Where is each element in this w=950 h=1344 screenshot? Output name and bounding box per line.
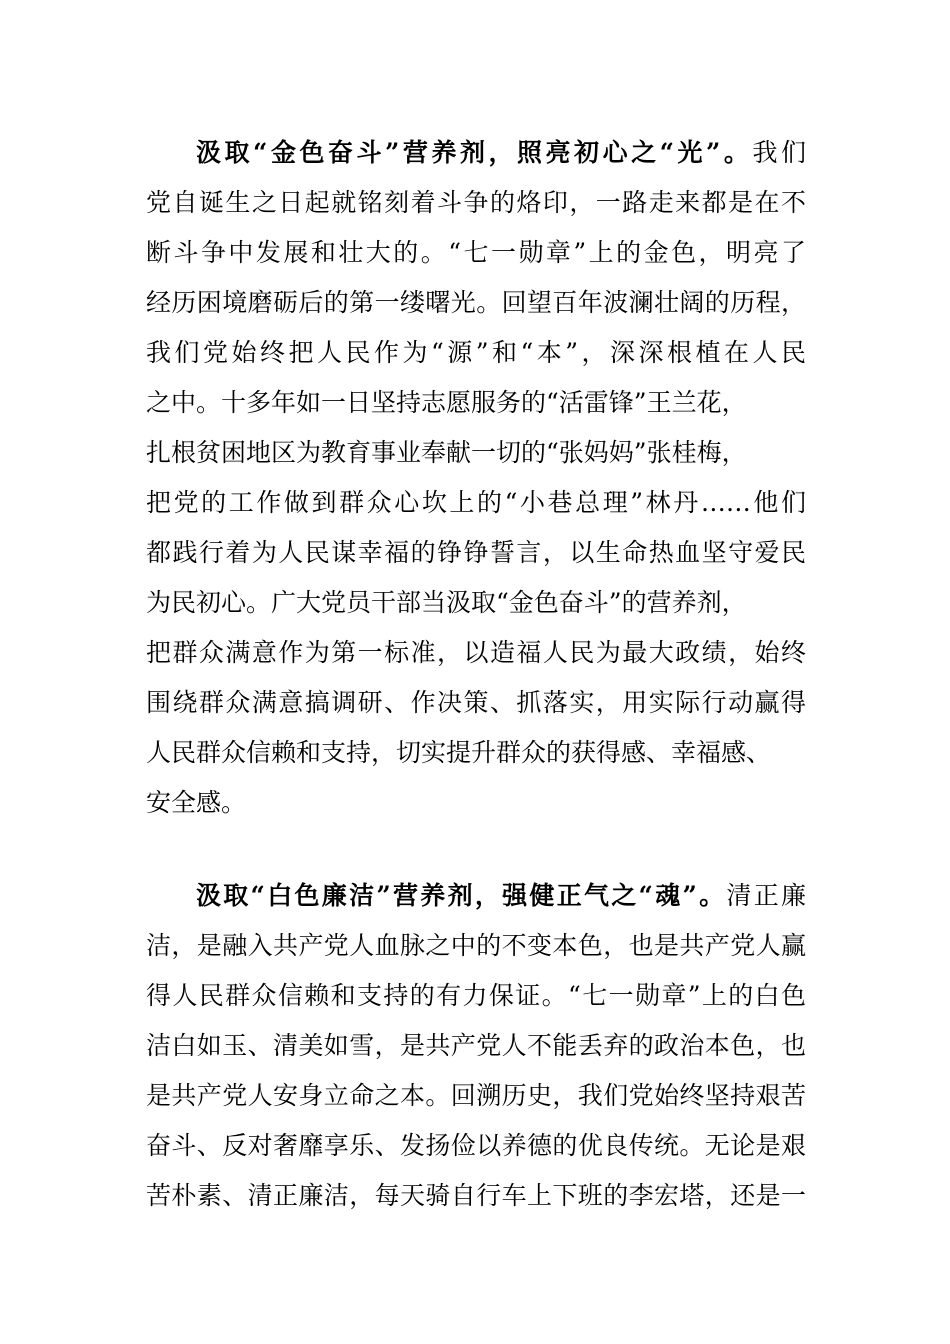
paragraph-line: 安全感。 (146, 788, 247, 817)
paragraph-line: 扎根贫困地区为教育事业奉献一切的“张妈妈”张桂梅， (146, 438, 747, 467)
paragraph-line: 为民初心。广大党员干部当汲取“金色奋斗”的营养剂， (146, 588, 747, 617)
paragraph-line: 人民群众信赖和支持，切实提升群众的获得感、幸福感、 (146, 738, 772, 767)
paragraph-first-line (146, 871, 806, 921)
paragraph-line: 把党的工作做到群众心坎上的“小巷总理”林丹……他们 (146, 488, 806, 517)
paragraph-line: 奋斗、反对奢靡享乐、发扬俭以养德的优良传统。无论是艰 (146, 1131, 806, 1160)
paragraph-heading: 汲取“金色奋斗”营养剂，照亮初心之“光”。 (196, 138, 753, 167)
paragraph-line: 党自诞生之日起就铭刻着斗争的烙印，一路走来都是在不 (146, 188, 806, 217)
paragraph-first-line (146, 128, 806, 178)
paragraph-white (146, 871, 806, 1221)
paragraph-line: 我们党始终把人民作为“源”和“本”，深深根植在人民 (146, 338, 806, 367)
paragraph-line: 经历困境磨砺后的第一缕曙光。回望百年波澜壮阔的历程， (146, 288, 806, 317)
paragraph-gold (146, 128, 806, 828)
paragraph-line: 得人民群众信赖和支持的有力保证。“七一勋章”上的白色 (146, 981, 806, 1010)
paragraph-line: 是共产党人安身立命之本。回溯历史，我们党始终坚持艰苦 (146, 1081, 806, 1110)
paragraph-text: 清正廉 (726, 881, 806, 910)
paragraph-line: 洁，是融入共产党人血脉之中的不变本色，也是共产党人赢 (146, 931, 806, 960)
paragraph-line: 都践行着为人民谋幸福的铮铮誓言，以生命热血坚守爱民 (146, 538, 806, 567)
paragraph-line: 苦朴素、清正廉洁，每天骑自行车上下班的李宏塔，还是一 (146, 1181, 806, 1210)
paragraph-text: 我们 (752, 138, 806, 167)
paragraph-heading: 汲取“白色廉洁”营养剂，强健正气之“魂”。 (196, 881, 727, 910)
paragraph-line: 断斗争中发展和壮大的。“七一勋章”上的金色，明亮了 (146, 238, 806, 267)
paragraph-line: 把群众满意作为第一标准，以造福人民为最大政绩，始终 (146, 638, 806, 667)
paragraph-line: 围绕群众满意搞调研、作决策、抓落实，用实际行动赢得 (146, 688, 806, 717)
paragraph-line: 之中。十多年如一日坚持志愿服务的“活雷锋”王兰花， (146, 388, 747, 417)
paragraph-line: 洁白如玉、清美如雪，是共产党人不能丢弃的政治本色，也 (146, 1031, 806, 1060)
